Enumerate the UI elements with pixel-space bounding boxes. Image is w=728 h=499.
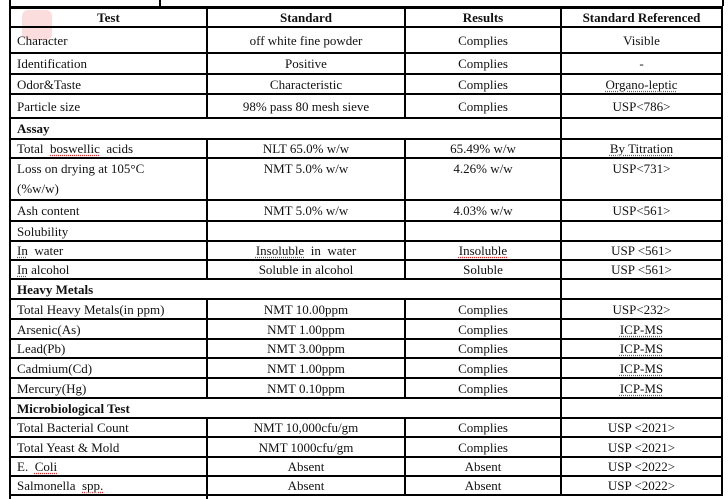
- table-row: [10, 27, 722, 53]
- standard-value: Positive: [207, 53, 405, 74]
- test-name-word: In: [17, 243, 28, 258]
- reference-value: [561, 139, 722, 158]
- reference-text: ICP-MS: [619, 321, 664, 337]
- table-row: [10, 94, 722, 118]
- empty-cell: [561, 118, 722, 139]
- reference-value: [561, 358, 722, 378]
- result-value: Absent: [405, 457, 561, 476]
- standard-value: Absent: [207, 457, 405, 476]
- table-row: [10, 200, 722, 221]
- result-value: Complies: [405, 94, 561, 118]
- standard-value: Characteristic: [207, 74, 405, 94]
- section-row-assay: [10, 118, 722, 139]
- result-value: Complies: [405, 27, 561, 53]
- test-name: Lead(Pb): [10, 339, 207, 358]
- result-value: Complies: [405, 74, 561, 94]
- standard-value: NMT 1.00ppm: [207, 358, 405, 378]
- result-value: Complies: [405, 53, 561, 74]
- test-name: Total Bacterial Count: [10, 418, 207, 437]
- reference-value: USP <2022>: [561, 457, 722, 476]
- test-name: Mercury(Hg): [10, 378, 207, 398]
- column-header-reference: Standard Referenced: [561, 8, 722, 28]
- test-name: In alcohol: [10, 260, 207, 279]
- standard-value: NMT 3.00ppm: [207, 339, 405, 358]
- result-value: 4.03% w/w: [405, 200, 561, 221]
- test-name-word: In: [17, 262, 28, 277]
- standard-value: NMT 1.00ppm: [207, 319, 405, 339]
- result-value: Complies: [405, 299, 561, 319]
- test-name-line2: (%w/w): [17, 181, 59, 196]
- standard-value: Absent: [207, 476, 405, 495]
- standard-value: NMT 1000cfu/gm: [207, 437, 405, 457]
- table-row: [10, 358, 722, 378]
- result-value: Complies: [405, 437, 561, 457]
- result-value: Complies: [405, 418, 561, 437]
- result-value: Absent: [405, 476, 561, 495]
- section-row-heavy-metals: [10, 279, 722, 299]
- test-name: E. Coli: [10, 457, 207, 476]
- table-row: [10, 221, 722, 241]
- column-divider: [206, 494, 208, 499]
- reference-value: [561, 319, 722, 339]
- test-name: Solubility: [10, 221, 207, 241]
- table-row: [10, 139, 722, 158]
- standard-value: NMT 10.00ppm: [207, 299, 405, 319]
- standard-word: Insoluble: [255, 243, 305, 258]
- result-value: Soluble: [405, 260, 561, 279]
- test-name: Salmonella spp.: [10, 476, 207, 495]
- standard-value: [207, 221, 405, 241]
- standard-value: 98% pass 80 mesh sieve: [207, 94, 405, 118]
- reference-value: Visible: [561, 27, 722, 53]
- reference-value: USP <561>: [561, 241, 722, 260]
- section-title: Heavy Metals: [10, 279, 561, 299]
- test-name: Total boswellic acids: [10, 139, 207, 158]
- column-header-test: Test: [10, 8, 207, 28]
- reference-text: ICP-MS: [619, 360, 664, 376]
- test-name-word: boswellic: [50, 141, 100, 156]
- test-name: Cadmium(Cd): [10, 358, 207, 378]
- result-value: 65.49% w/w: [405, 139, 561, 158]
- column-header-standard: Standard: [207, 8, 405, 28]
- section-title: Assay: [10, 118, 561, 139]
- test-name: Ash content: [10, 200, 207, 221]
- reference-value: [561, 74, 722, 94]
- result-value: Complies: [405, 319, 561, 339]
- specification-table: [9, 6, 723, 496]
- test-name-line1: Loss on drying at 105°C: [17, 161, 145, 176]
- table-row: [10, 418, 722, 437]
- table-row: [10, 437, 722, 457]
- column-header-results: Results: [405, 8, 561, 28]
- table-row: [10, 476, 722, 495]
- test-name: Identification: [10, 53, 207, 74]
- test-name: Particle size: [10, 94, 207, 118]
- reference-text: By Titration: [609, 141, 674, 156]
- reference-value: USP<232>: [561, 299, 722, 319]
- table-row: [10, 53, 722, 74]
- standard-value: NMT 10,000cfu/gm: [207, 418, 405, 437]
- table-row: [10, 378, 722, 398]
- table-row: [10, 260, 722, 279]
- reference-value: USP<731>: [561, 158, 722, 200]
- standard-value: NMT 5.0% w/w: [207, 200, 405, 221]
- table-row: [10, 74, 722, 94]
- result-value: Complies: [405, 378, 561, 398]
- reference-text: Organo-leptic: [605, 76, 678, 92]
- empty-cell: [561, 279, 722, 299]
- reference-text: ICP-MS: [619, 341, 664, 356]
- test-name: [10, 158, 207, 200]
- empty-cell: [561, 398, 722, 418]
- reference-value: USP <2021>: [561, 418, 722, 437]
- section-row-microbiological: [10, 398, 722, 418]
- table-row: [10, 241, 722, 260]
- reference-value: USP <2021>: [561, 437, 722, 457]
- table-header-row: [10, 8, 722, 28]
- reference-value: USP<561>: [561, 200, 722, 221]
- section-title: Microbiological Test: [10, 398, 561, 418]
- standard-value: NLT 65.0% w/w: [207, 139, 405, 158]
- reference-value: USP <561>: [561, 260, 722, 279]
- result-value: 4.26% w/w: [405, 158, 561, 200]
- reference-value: [561, 378, 722, 398]
- result-value: [405, 241, 561, 260]
- test-name-word: Coli: [34, 459, 58, 474]
- table-row: [10, 319, 722, 339]
- reference-value: [561, 339, 722, 358]
- result-value: [405, 221, 561, 241]
- test-name: Odor&Taste: [10, 74, 207, 94]
- standard-value: Insoluble in water: [207, 241, 405, 260]
- table-row: [10, 457, 722, 476]
- result-text: Insoluble: [458, 243, 508, 258]
- result-value: Complies: [405, 358, 561, 378]
- reference-value: USP <2022>: [561, 476, 722, 495]
- standard-value: off white fine powder: [207, 27, 405, 53]
- reference-text: ICP-MS: [619, 380, 664, 396]
- standard-value: NMT 0.10ppm: [207, 378, 405, 398]
- result-value: Complies: [405, 339, 561, 358]
- test-name-word: spp.: [82, 478, 104, 493]
- test-name: Arsenic(As): [10, 319, 207, 339]
- reference-value: USP<786>: [561, 94, 722, 118]
- test-name: Total Heavy Metals(in ppm): [10, 299, 207, 319]
- table-row: [10, 158, 722, 200]
- test-name: Character: [10, 27, 207, 53]
- next-table-fragment: [9, 494, 722, 499]
- reference-value: -: [561, 53, 722, 74]
- standard-value: Soluble in alcohol: [207, 260, 405, 279]
- standard-value: NMT 5.0% w/w: [207, 158, 405, 200]
- table-row: [10, 339, 722, 358]
- reference-value: [561, 221, 722, 241]
- test-name: Total Yeast & Mold: [10, 437, 207, 457]
- test-name: In water: [10, 241, 207, 260]
- table-row: [10, 299, 722, 319]
